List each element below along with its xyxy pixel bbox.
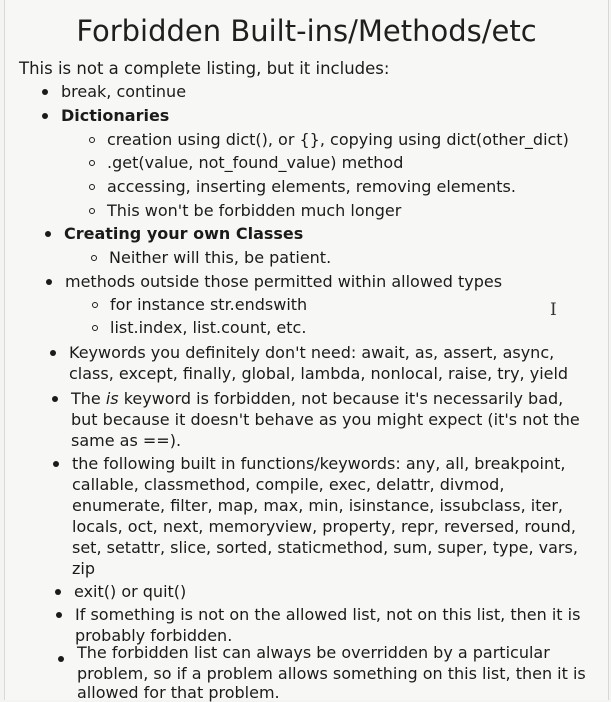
list-item-continuation: locals, oct, next, memoryview, property, repr, reversed, round,: [72, 517, 576, 536]
bullet-dot: [52, 396, 58, 402]
bullet-dot: [42, 89, 48, 95]
list-item-continuation: callable, classmethod, compile, exec, delattr, divmod,: [72, 475, 505, 494]
bullet-dot: [55, 589, 61, 595]
list-item: methods outside those permitted within allowed types: [65, 272, 503, 291]
document-page: [4, 0, 609, 700]
sub-bullet-ring: [91, 255, 97, 261]
text-run: The: [71, 389, 106, 408]
sub-list-item: creation using dict(), or {}, copying using dict(other_dict): [107, 130, 569, 149]
list-item-heading: Creating your own Classes: [64, 224, 304, 243]
sub-bullet-ring: [89, 137, 95, 143]
bullet-dot: [45, 231, 51, 237]
sub-bullet-ring: [89, 184, 95, 190]
bullet-dot: [50, 350, 56, 356]
page-title: Forbidden Built-ins/Methods/etc: [76, 14, 537, 48]
list-item: break, continue: [61, 82, 187, 101]
sub-list-item: Neither will this, be patient.: [109, 248, 332, 267]
italic-keyword: is: [105, 389, 119, 408]
bullet-dot: [42, 113, 48, 119]
bullet-dot: [53, 461, 59, 467]
list-item: Keywords you definitely don't need: await, as, assert, async,: [69, 343, 555, 362]
bullet-dot: [56, 612, 62, 618]
list-item-heading: Dictionaries: [61, 106, 170, 125]
list-item: The forbidden list can always be overridden by a particular: [77, 643, 550, 662]
text-cursor-icon: I: [550, 300, 557, 320]
intro-text: This is not a complete listing, but it includes:: [19, 59, 390, 78]
list-item-continuation: problem, so if a problem allows something on this list, then it is: [77, 664, 586, 683]
list-item-continuation: class, except, finally, global, lambda, nonlocal, raise, try, yield: [69, 364, 569, 383]
sub-bullet-ring: [89, 160, 95, 166]
bullet-dot: [46, 279, 52, 285]
list-item-continuation: zip: [72, 559, 95, 578]
sub-list-item: .get(value, not_found_value) method: [107, 153, 404, 172]
list-item-continuation: allowed for that problem.: [77, 683, 280, 702]
sub-bullet-ring: [89, 208, 95, 214]
sub-list-item: for instance str.endswith: [110, 295, 308, 314]
list-item-continuation: enumerate, filter, map, max, min, isinstance, issubclass, iter,: [72, 496, 563, 515]
bullet-dot: [58, 656, 64, 662]
sub-bullet-ring: [92, 302, 98, 308]
list-item-continuation: probably forbidden.: [75, 626, 233, 645]
list-item-continuation: but because it doesn't behave as you might expect (it's not the: [71, 410, 580, 429]
text-run: keyword is forbidden, not because it's necessarily bad,: [118, 389, 564, 408]
list-item: exit() or quit(): [74, 582, 187, 601]
sub-list-item: list.index, list.count, etc.: [110, 318, 307, 337]
sub-list-item: This won't be forbidden much longer: [107, 201, 402, 220]
sub-list-item: accessing, inserting elements, removing elements.: [107, 177, 516, 196]
list-item-continuation: same as ==).: [71, 431, 182, 450]
list-item: If something is not on the allowed list, not on this list, then it is: [75, 605, 581, 624]
sub-bullet-ring: [92, 325, 98, 331]
list-item-continuation: set, setattr, slice, sorted, staticmethod, sum, super, type, vars,: [72, 538, 578, 557]
list-item: [71, 389, 563, 408]
list-item: the following built in functions/keywords: any, all, breakpoint,: [72, 454, 566, 473]
